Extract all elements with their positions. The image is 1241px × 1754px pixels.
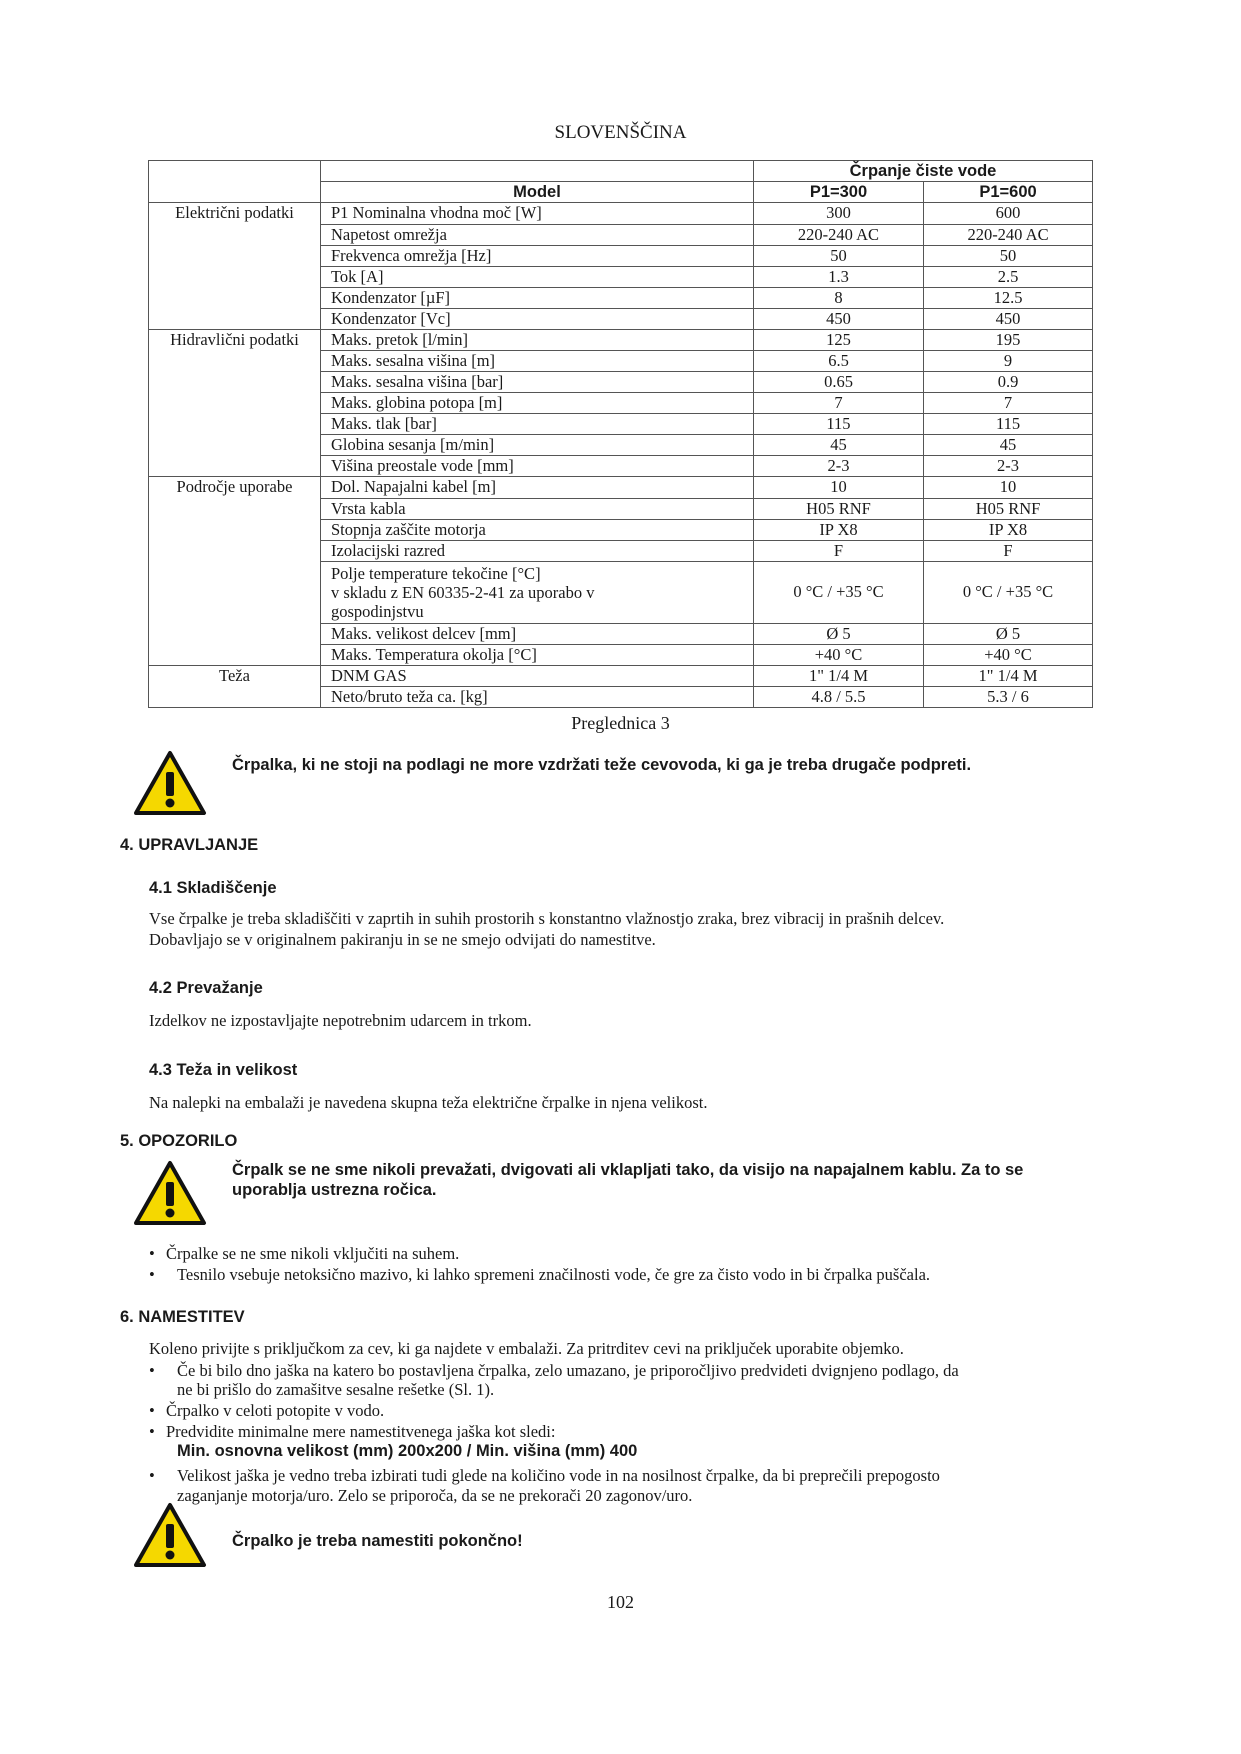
value-p1-300: H05 RNF bbox=[754, 498, 924, 519]
value-p1-600: 7 bbox=[924, 393, 1093, 414]
section-5-bullet-2: Tesnilo vsebuje netoksično mazivo, ki lahko spremeni značilnosti vode, če gre za čisto vodo in bi črpalka puščala. bbox=[177, 1265, 931, 1284]
section-5-warning-line-2: uporablja ustrezna ročica. bbox=[232, 1181, 437, 1199]
value-p1-300: 1" 1/4 M bbox=[754, 665, 924, 687]
model-header: Model bbox=[321, 182, 754, 203]
table-row bbox=[149, 329, 1093, 351]
parameter-label: Stopnja zaščite motorja bbox=[321, 519, 754, 540]
table-row bbox=[149, 687, 1093, 708]
value-p1-600: 2-3 bbox=[924, 456, 1093, 477]
section-label-empty bbox=[149, 456, 321, 477]
value-p1-600: 45 bbox=[924, 435, 1093, 456]
parameter-label: Kondenzator [µF] bbox=[321, 287, 754, 308]
value-p1-300: 4.8 / 5.5 bbox=[754, 687, 924, 708]
table-row bbox=[149, 224, 1093, 245]
value-p1-600: Ø 5 bbox=[924, 623, 1093, 644]
table-model-row bbox=[149, 182, 1093, 203]
group-header: Črpanje čiste vode bbox=[754, 161, 1093, 182]
value-p1-600: 0.9 bbox=[924, 372, 1093, 393]
section-label-empty bbox=[149, 644, 321, 665]
section-6-title: 6. NAMESTITEV bbox=[120, 1308, 245, 1326]
page-number: 102 bbox=[607, 1592, 634, 1612]
value-p1-600: 220-240 AC bbox=[924, 224, 1093, 245]
table-row bbox=[149, 456, 1093, 477]
section-6-dimensions: Min. osnovna velikost (mm) 200x200 / Min. višina (mm) 400 bbox=[177, 1442, 638, 1460]
section-label-empty bbox=[149, 414, 321, 435]
bullet-icon: • bbox=[149, 1401, 155, 1420]
section-6-bullet-1-line-1: Če bi bilo dno jaška na katero bo postavljena črpalka, zelo umazano, je priporočljivo predvideti dvignjeno podlago, da bbox=[177, 1361, 959, 1380]
section-6-bullet-2: Črpalko v celoti potopite v vodo. bbox=[166, 1401, 385, 1420]
table-row bbox=[149, 266, 1093, 287]
parameter-label: Kondenzator [Vc] bbox=[321, 308, 754, 329]
table-row bbox=[149, 308, 1093, 329]
warning-triangle-icon bbox=[133, 1160, 207, 1226]
table-row bbox=[149, 561, 1093, 623]
table-row bbox=[149, 351, 1093, 372]
value-p1-600: 195 bbox=[924, 329, 1093, 351]
parameter-label: Neto/bruto teža ca. [kg] bbox=[321, 687, 754, 708]
section-label: Hidravlični podatki bbox=[149, 329, 321, 351]
section-label-empty bbox=[149, 287, 321, 308]
value-p1-600: F bbox=[924, 540, 1093, 561]
value-p1-300: 1.3 bbox=[754, 266, 924, 287]
parameter-label-line: gospodinjstvu bbox=[331, 601, 424, 621]
parameter-label: P1 Nominalna vhodna moč [W] bbox=[321, 203, 754, 225]
table-row bbox=[149, 665, 1093, 687]
parameter-label: Maks. pretok [l/min] bbox=[321, 329, 754, 351]
section-label-empty bbox=[149, 224, 321, 245]
value-p1-600: 1" 1/4 M bbox=[924, 665, 1093, 687]
value-p1-300: 2-3 bbox=[754, 456, 924, 477]
parameter-label: Maks. sesalna višina [m] bbox=[321, 351, 754, 372]
section-6-bullet-4-line-2: zaganjanje motorja/uro. Zelo se priporoča, da se ne prekorači 20 zagonov/uro. bbox=[177, 1486, 693, 1505]
section-label-empty bbox=[149, 435, 321, 456]
parameter-label-line: Polje temperature tekočine [°C] bbox=[331, 563, 541, 583]
section-4-title: 4. UPRAVLJANJE bbox=[120, 836, 259, 854]
section-5-title: 5. OPOZORILO bbox=[120, 1132, 238, 1150]
table-row bbox=[149, 372, 1093, 393]
section-label-empty bbox=[149, 393, 321, 414]
table-row bbox=[149, 623, 1093, 644]
table-row bbox=[149, 393, 1093, 414]
value-p1-300: 10 bbox=[754, 477, 924, 499]
value-p1-300: 0 °C / +35 °C bbox=[754, 561, 924, 623]
value-p1-600: 50 bbox=[924, 245, 1093, 266]
parameter-label: Višina preostale vode [mm] bbox=[321, 456, 754, 477]
table-row bbox=[149, 414, 1093, 435]
value-p1-300: +40 °C bbox=[754, 644, 924, 665]
value-p1-300: IP X8 bbox=[754, 519, 924, 540]
value-p1-600: 5.3 / 6 bbox=[924, 687, 1093, 708]
col1-header: P1=300 bbox=[754, 182, 924, 203]
section-label-empty bbox=[149, 687, 321, 708]
value-p1-600: +40 °C bbox=[924, 644, 1093, 665]
section-label-empty bbox=[149, 519, 321, 540]
table-row bbox=[149, 540, 1093, 561]
parameter-label: Dol. Napajalni kabel [m] bbox=[321, 477, 754, 499]
section-6-bullet-1-line-2: ne bi prišlo do zamašitve sesalne rešetke (Sl. 1). bbox=[177, 1380, 495, 1399]
parameter-label: Maks. sesalna višina [bar] bbox=[321, 372, 754, 393]
section-5-bullet-1: Črpalke se ne sme nikoli vključiti na suhem. bbox=[166, 1244, 460, 1263]
section-6-bullet-3: Predvidite minimalne mere namestitvenega jaška kot sledi: bbox=[166, 1422, 556, 1441]
section-label-empty bbox=[149, 308, 321, 329]
value-p1-600: IP X8 bbox=[924, 519, 1093, 540]
section-label: Teža bbox=[149, 665, 321, 687]
table-row bbox=[149, 245, 1093, 266]
section-label-empty bbox=[149, 498, 321, 519]
table-group-header-row bbox=[149, 161, 1093, 182]
bullet-icon: • bbox=[149, 1361, 155, 1380]
section-5-warning-line-1: Črpalk se ne sme nikoli prevažati, dvigovati ali vklapljati tako, da visijo na napajalnem kablu. Za to se bbox=[232, 1161, 1024, 1179]
section-4-3-text: Na nalepki na embalaži je navedena skupna teža električne črpalke in njena velikost. bbox=[149, 1093, 708, 1112]
section-4-2-text: Izdelkov ne izpostavljajte nepotrebnim udarcem in trkom. bbox=[149, 1011, 532, 1030]
section-label: Področje uporabe bbox=[149, 477, 321, 499]
value-p1-300: 8 bbox=[754, 287, 924, 308]
parameter-label: Izolacijski razred bbox=[321, 540, 754, 561]
parameter-label: DNM GAS bbox=[321, 665, 754, 687]
parameter-label bbox=[321, 561, 754, 623]
section-6-warning: Črpalko je treba namestiti pokončno! bbox=[232, 1532, 523, 1550]
section-label-empty bbox=[149, 351, 321, 372]
value-p1-300: F bbox=[754, 540, 924, 561]
parameter-label: Globina sesanja [m/min] bbox=[321, 435, 754, 456]
section-label-empty bbox=[149, 266, 321, 287]
value-p1-300: 6.5 bbox=[754, 351, 924, 372]
section-6-intro: Koleno privijte s priključkom za cev, ki ga najdete v embalaži. Za pritrditev cevi na priključek uporabite objemko. bbox=[149, 1339, 904, 1358]
table-row bbox=[149, 644, 1093, 665]
value-p1-300: 0.65 bbox=[754, 372, 924, 393]
table-row bbox=[149, 519, 1093, 540]
value-p1-600: 450 bbox=[924, 308, 1093, 329]
warning-triangle-icon bbox=[133, 1502, 207, 1568]
value-p1-300: 450 bbox=[754, 308, 924, 329]
spec-table bbox=[148, 160, 1093, 708]
bullet-icon: • bbox=[149, 1265, 155, 1284]
section-label-empty bbox=[149, 540, 321, 561]
section-label-empty bbox=[149, 245, 321, 266]
value-p1-300: 125 bbox=[754, 329, 924, 351]
value-p1-300: 45 bbox=[754, 435, 924, 456]
section-label-empty bbox=[149, 623, 321, 644]
parameter-label: Vrsta kabla bbox=[321, 498, 754, 519]
parameter-label: Tok [A] bbox=[321, 266, 754, 287]
section-6-bullet-4-line-1: Velikost jaška je vedno treba izbirati tudi glede na količino vode in na nosilnost črpalke, da bi preprečili prepogosto bbox=[177, 1466, 940, 1485]
section-label-empty bbox=[149, 561, 321, 623]
section-4-1-text-2: Dobavljajo se v originalnem pakiranju in se ne smejo odvijati do namestitve. bbox=[149, 930, 656, 949]
value-p1-600: 115 bbox=[924, 414, 1093, 435]
value-p1-600: 10 bbox=[924, 477, 1093, 499]
value-p1-600: 600 bbox=[924, 203, 1093, 225]
language-header: SLOVENŠČINA bbox=[554, 122, 687, 143]
value-p1-300: 115 bbox=[754, 414, 924, 435]
value-p1-300: 220-240 AC bbox=[754, 224, 924, 245]
warning-triangle-icon bbox=[133, 750, 207, 816]
parameter-label: Maks. velikost delcev [mm] bbox=[321, 623, 754, 644]
section-label: Električni podatki bbox=[149, 203, 321, 225]
table-row bbox=[149, 477, 1093, 499]
section-4-1-title: 4.1 Skladiščenje bbox=[149, 879, 277, 897]
warning-message: Črpalka, ki ne stoji na podlagi ne more vzdržati teže cevovoda, ki ga je treba drugače podpreti. bbox=[232, 756, 972, 774]
section-4-3-title: 4.3 Teža in velikost bbox=[149, 1061, 298, 1079]
value-p1-300: 7 bbox=[754, 393, 924, 414]
parameter-label-line: v skladu z EN 60335-2-41 za uporabo v bbox=[331, 582, 595, 602]
value-p1-300: 300 bbox=[754, 203, 924, 225]
bullet-icon: • bbox=[149, 1422, 155, 1441]
section-4-2-title: 4.2 Prevažanje bbox=[149, 979, 263, 997]
value-p1-600: H05 RNF bbox=[924, 498, 1093, 519]
table-row bbox=[149, 498, 1093, 519]
table-row bbox=[149, 203, 1093, 225]
bullet-icon: • bbox=[149, 1466, 155, 1485]
section-label-empty bbox=[149, 372, 321, 393]
value-p1-300: Ø 5 bbox=[754, 623, 924, 644]
parameter-label: Maks. globina potopa [m] bbox=[321, 393, 754, 414]
bullet-icon: • bbox=[149, 1244, 155, 1263]
value-p1-600: 12.5 bbox=[924, 287, 1093, 308]
parameter-label: Maks. Temperatura okolja [°C] bbox=[321, 644, 754, 665]
parameter-label: Maks. tlak [bar] bbox=[321, 414, 754, 435]
parameter-label: Frekvenca omrežja [Hz] bbox=[321, 245, 754, 266]
value-p1-600: 0 °C / +35 °C bbox=[924, 561, 1093, 623]
value-p1-600: 9 bbox=[924, 351, 1093, 372]
table-caption: Preglednica 3 bbox=[571, 713, 670, 733]
col2-header: P1=600 bbox=[924, 182, 1093, 203]
parameter-label: Napetost omrežja bbox=[321, 224, 754, 245]
table-row bbox=[149, 287, 1093, 308]
value-p1-600: 2.5 bbox=[924, 266, 1093, 287]
section-4-1-text-1: Vse črpalke je treba skladiščiti v zaprtih in suhih prostorih s konstantno vlažnostjo zraka, brez vibracij in prašnih delcev. bbox=[149, 909, 945, 928]
value-p1-300: 50 bbox=[754, 245, 924, 266]
table-row bbox=[149, 435, 1093, 456]
